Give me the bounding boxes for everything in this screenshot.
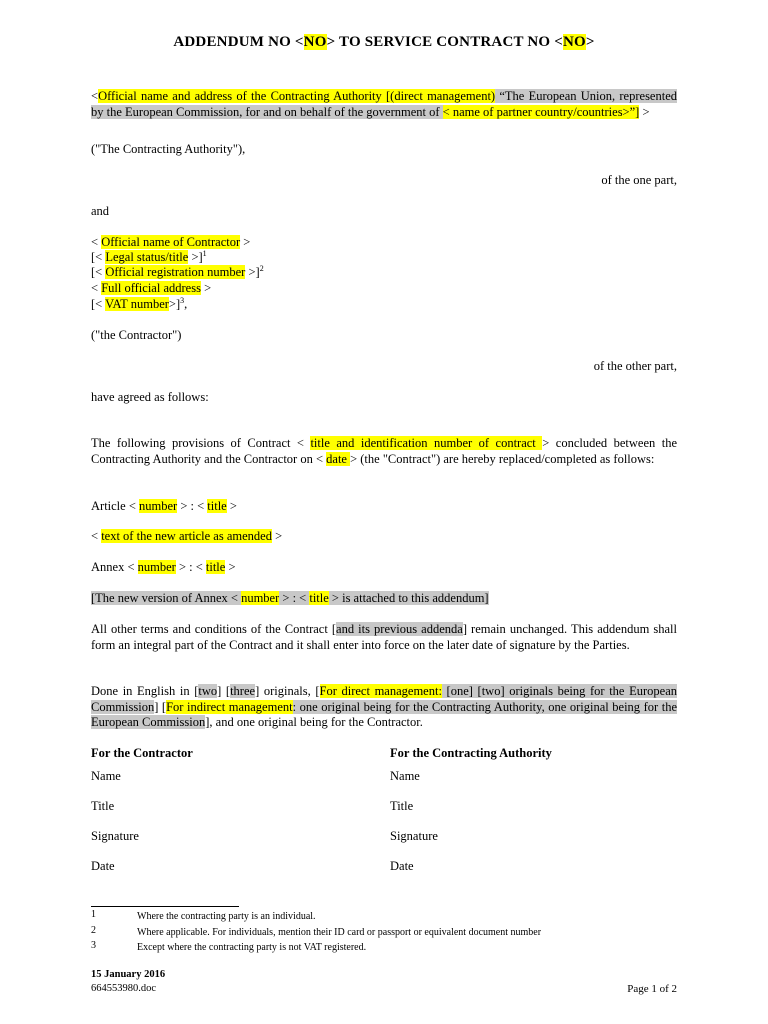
new-article-line: < text of the new article as amended > [91,529,283,543]
contractor-name-field: Name [91,769,121,783]
contractor-vat-line: [< VAT number>]$^3$, [91,295,188,311]
footer-page-number: Page 1 of 2 [627,983,677,995]
article-line: Article < number > : < title > [91,499,237,513]
authority-date-field: Date [390,859,414,873]
authority-block: <Official name and address of the Contracting Authority [(direct management) “The European Union, represented by the European Commission, for and on behalf of the government of < name of partner country/countries>”] > [91,89,677,119]
contractor-date-field: Date [91,859,115,873]
authority-signature-heading: For the Contracting Authority [390,746,552,760]
contractor-registration-line: [< Official registration number >]$^2$ [91,263,264,279]
and-text: and [91,204,110,218]
authority-signature-field: Signature [390,829,438,843]
authority-name-field: Name [390,769,420,783]
document-page: ADDENDUM NO <NO> TO SERVICE CONTRACT NO <NO> <Official name and address of the Contracting Authority [(direct management) “The European Union, represented by the European Commission, for and on behalf of the government of < name of partner country/countries>”] > ("The Contracting Authority"), of the one part, and < Official name of Contractor > [< Legal status/title >]$^1$ [< Official registration number >]$^2$ < Full official address > [< VAT number>]$^3$, ("the Contractor") of the other part, have agreed as follows: The following provisions of Contract < title and identification number of contract > concluded between the Contracting Authority and the Contractor on < date > (the "Contract") are hereby replaced/completed as follows: Article < number > : < title > < text of the new article as amended > Annex < number > : < title > [The new version of Annex < number > : < title > is attached to this addendum] All other terms and conditions of the Contract [and its previous addenda] remain unchanged. This addendum shall form an integral part of the Contract and it shall enter into force on the later date of signature by the Parties. Done in English in [two] [three] originals, [For direct management: [one] [two] originals being for the European Commission] [For indirect management: one original being for the Contracting Authority, one original being for the European Commission], and one original being for the Contractor. For the Contractor For the Contracting Authority Name Name Title Title Signature Signature Date Date 1 Where the contracting party is an individual. 2 Where applicable. For individuals, mention their ID card or passport or equivalent document number 3 Except where the contracting party is not VAT registered. 15 January 2016 664553980.doc Page 1 of 2 [91,0,677,1024]
footnote-ref-2[interactable]: 2 [259,263,264,273]
other-part-text: of the other part, [593,359,677,373]
title-contract-no-placeholder: NO [562,34,586,50]
annex-attached-line: [The new version of Annex < number > : < title > is attached to this addendum] [91,591,489,605]
provisions-paragraph: The following provisions of Contract < title and identification number of contract > concluded between the Contracting Authority and the Contractor on < date > (the "Contract") are hereby replaced/completed as follows: [91,436,677,466]
contractor-address-line: < Full official address > [91,281,212,295]
footer-date: 15 January 2016 [91,969,166,980]
footer-filename: 664553980.doc [91,983,157,994]
footnote-ref-1[interactable]: 1 [202,248,207,258]
annex-line: Annex < number > : < title > [91,560,236,574]
contractor-signature-heading: For the Contractor [91,746,193,760]
one-part-text: of the one part, [601,173,677,187]
contractor-signature-field: Signature [91,829,139,843]
footnote-ref-3[interactable]: 3 [180,295,185,305]
contractor-title-field: Title [91,799,115,813]
done-paragraph: Done in English in [two] [three] originals, [For direct management: [one] [two] originals being for the European Commission] [For indirect management: one original being for the Contracting Authority, one original being for the European Commission], and one original being for the Contractor. [91,684,678,729]
contractor-label: ("the Contractor") [91,328,182,342]
contractor-legal-status-line: [< Legal status/title >]$^1$ [91,248,207,264]
authority-label: ("The Contracting Authority"), [91,142,246,156]
footnote-separator [91,906,239,907]
contractor-name-line: < Official name of Contractor > [91,235,251,249]
other-terms-paragraph: All other terms and conditions of the Contract [and its previous addenda] remain unchanged. This addendum shall form an integral part of the Contract and it shall enter into force on the later date of signature by the Parties. [91,622,677,652]
document-title: ADDENDUM NO <NO> TO SERVICE CONTRACT NO <NO> [173,34,595,50]
title-no-placeholder: NO [303,34,327,50]
authority-title-field: Title [390,799,414,813]
agreed-text: have agreed as follows: [91,390,209,404]
